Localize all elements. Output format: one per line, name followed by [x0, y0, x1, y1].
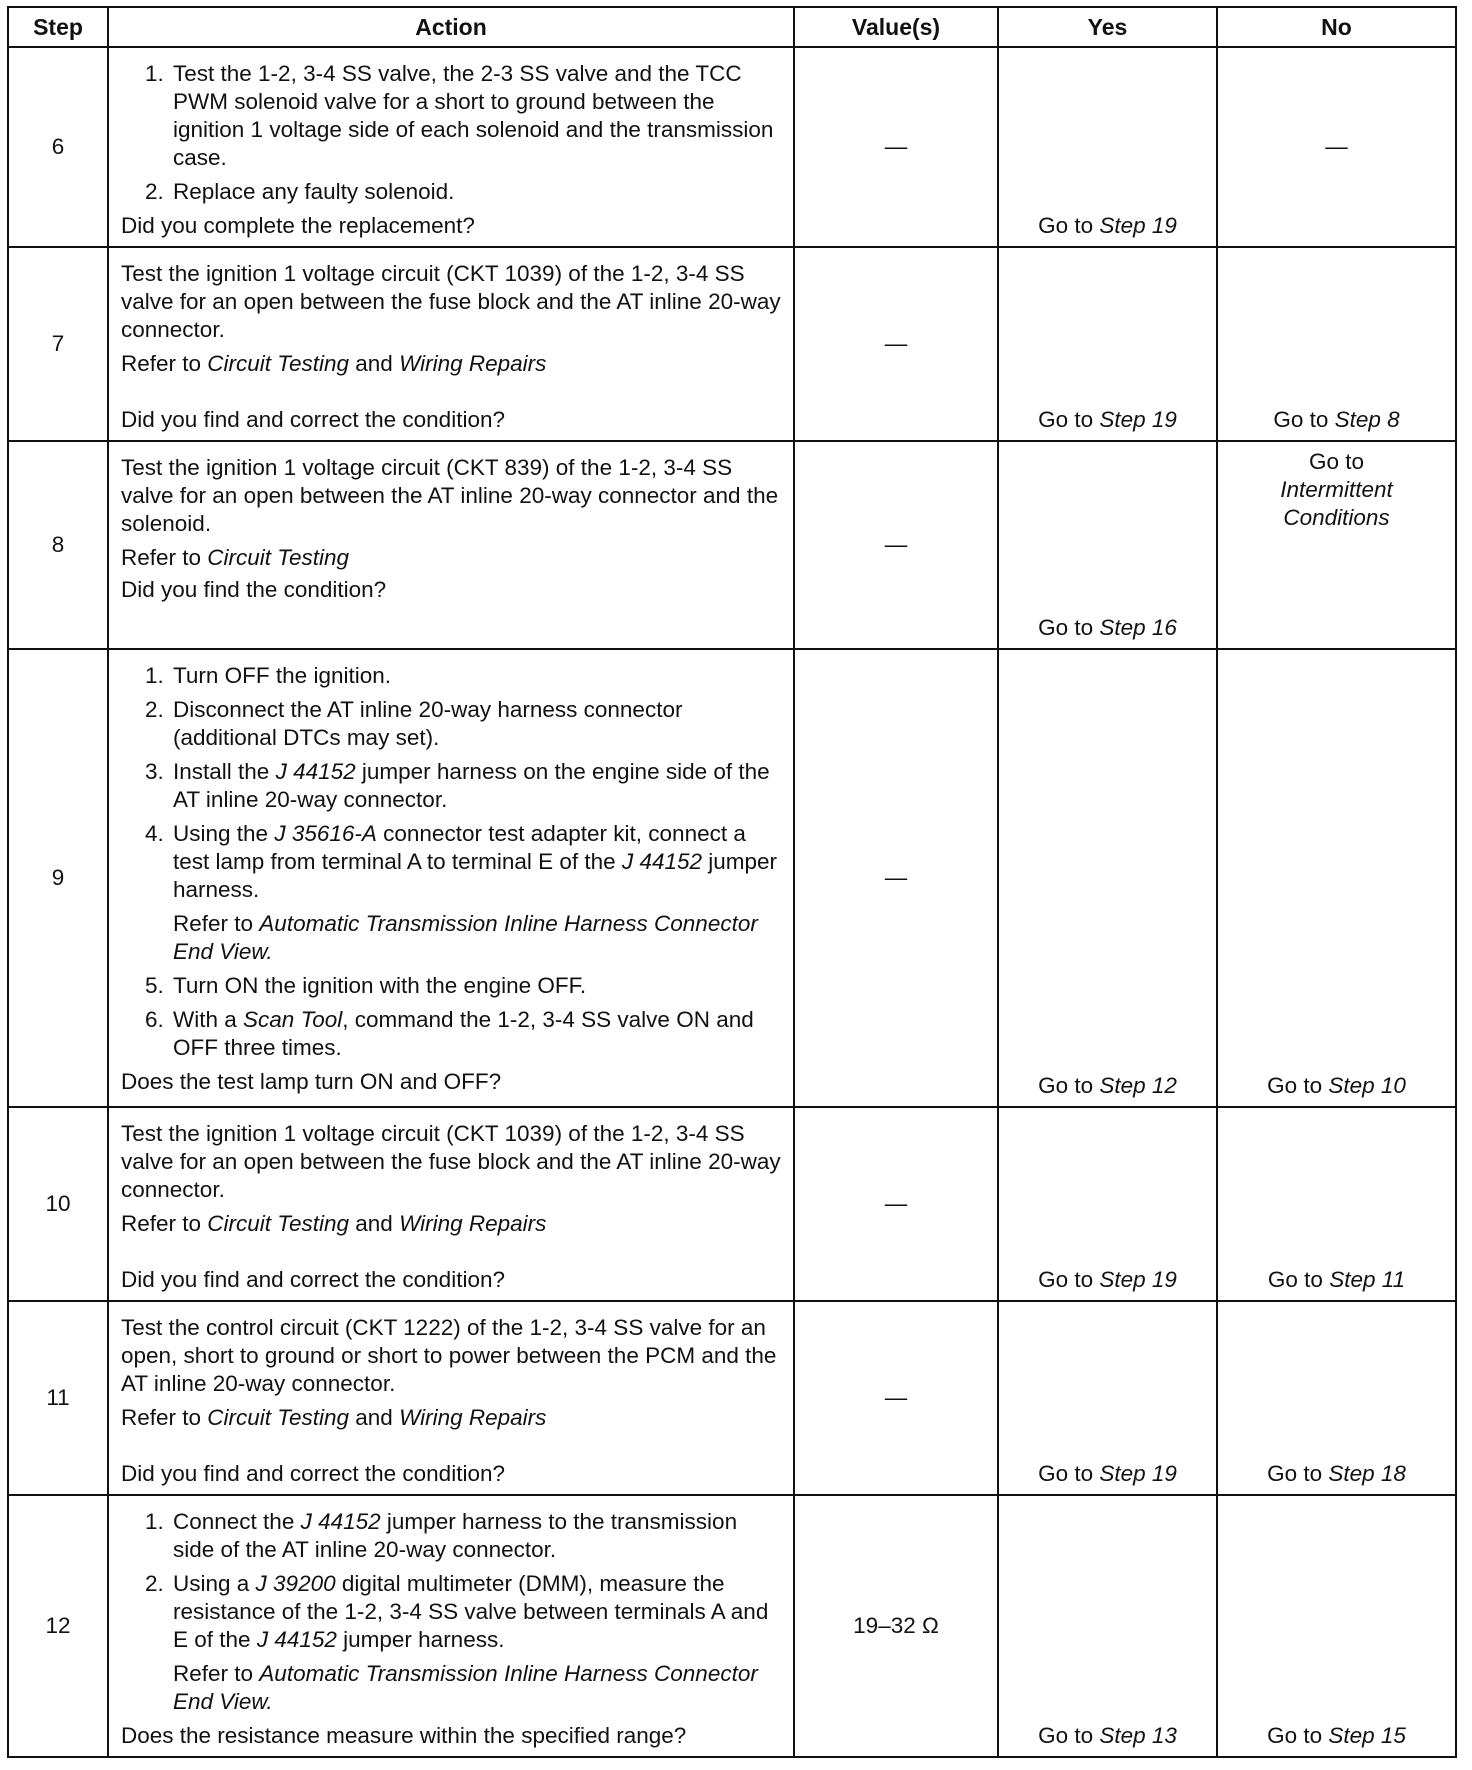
list-item: 4. Using the J 35616-A connector test adapter kit, connect a test lamp from terminal A to terminal E of the J 44152 jumper harness. Refer to Automatic Transmission Inline Harness Connector End View. — [121, 820, 783, 966]
action-list — [121, 1508, 783, 1716]
refer-note: Refer to Automatic Transmission Inline Harness Connector End View. — [173, 911, 758, 964]
step-number: 9 — [8, 649, 108, 1107]
list-item: 2. Using a J 39200 digital multimeter (DMM), measure the resistance of the 1-2, 3-4 SS valve between terminals A and E of the J 44152 jumper harness. Refer to Automatic Transmission Inline Harness Connector End View. — [121, 1570, 783, 1716]
yes-cell: Go to Step 19 — [998, 247, 1217, 441]
value-cell: — — [794, 1107, 998, 1301]
table-row — [8, 247, 1456, 441]
value-cell: — — [794, 47, 998, 247]
table-row — [8, 47, 1456, 247]
value-cell: 19–32 Ω — [794, 1495, 998, 1757]
value-cell: — — [794, 247, 998, 441]
no-cell: Go to Step 18 — [1217, 1301, 1456, 1495]
value-cell: — — [794, 441, 998, 649]
question: Did you find and correct the condition? — [121, 407, 505, 432]
no-cell: Go to Step 8 — [1217, 247, 1456, 441]
yes-cell: Go to Step 19 — [998, 1107, 1217, 1301]
action-cell: Test the ignition 1 voltage circuit (CKT 1039) of the 1-2, 3-4 SS valve for an open between the fuse block and the AT inline 20-way connector. Refer to Circuit Testing and Wiring Repairs Did you find and correct the condition? — [108, 1107, 794, 1301]
list-item: 2. Disconnect the AT inline 20-way harness connector (additional DTCs may set). — [145, 697, 683, 750]
question: Did you complete the replacement? — [121, 213, 475, 238]
table-row — [8, 1301, 1456, 1495]
question: Does the resistance measure within the specified range? — [121, 1723, 687, 1748]
yes-cell: Go to Step 12 — [998, 649, 1217, 1107]
header-action: Action — [108, 7, 794, 47]
value-cell: — — [794, 649, 998, 1107]
table-row — [8, 649, 1456, 1107]
diagnostic-table — [7, 6, 1457, 1758]
header-yes: Yes — [998, 7, 1217, 47]
action-cell — [108, 1495, 794, 1757]
action-cell: Test the ignition 1 voltage circuit (CKT 1039) of the 1-2, 3-4 SS valve for an open between the fuse block and the AT inline 20-way connector. Refer to Circuit Testing and Wiring Repairs Did you find and correct the condition? — [108, 247, 794, 441]
refer-note: Refer to Automatic Transmission Inline Harness Connector End View. — [173, 1661, 758, 1714]
step-number: 11 — [8, 1301, 108, 1495]
refer-note: Refer to Circuit Testing and Wiring Repairs — [121, 1405, 547, 1430]
yes-cell: Go to Step 16 — [998, 441, 1217, 649]
question: Did you find and correct the condition? — [121, 1461, 505, 1486]
action-cell — [108, 649, 794, 1107]
question: Does the test lamp turn ON and OFF? — [121, 1069, 502, 1094]
question: Did you find the condition? — [121, 577, 387, 602]
table-row — [8, 441, 1456, 649]
action-cell: Test the control circuit (CKT 1222) of the 1-2, 3-4 SS valve for an open, short to ground or short to power between the PCM and the AT inline 20-way connector. Refer to Circuit Testing and Wiring Repairs Did you find and correct the condition? — [108, 1301, 794, 1495]
list-item: 2. Replace any faulty solenoid. — [145, 179, 455, 204]
list-item: 3. Install the J 44152 jumper harness on the engine side of the AT inline 20-way connector. — [145, 759, 770, 812]
action-cell — [108, 47, 794, 247]
yes-cell: Go to Step 19 — [998, 47, 1217, 247]
no-cell: — — [1217, 47, 1456, 247]
header-row — [8, 7, 1456, 47]
no-cell: Go to Step 11 — [1217, 1107, 1456, 1301]
question: Did you find and correct the condition? — [121, 1267, 505, 1292]
refer-note: Refer to Circuit Testing and Wiring Repairs — [121, 1211, 547, 1236]
list-item: 5. Turn ON the ignition with the engine OFF. — [145, 973, 587, 998]
table-row — [8, 1495, 1456, 1757]
step-number: 10 — [8, 1107, 108, 1301]
no-cell: Go to Intermittent Conditions — [1217, 441, 1456, 649]
list-item: 1. Turn OFF the ignition. — [145, 663, 392, 688]
list-item: 6. With a Scan Tool, command the 1-2, 3-4 SS valve ON and OFF three times. — [145, 1007, 754, 1060]
step-number: 7 — [8, 247, 108, 441]
step-number: 6 — [8, 47, 108, 247]
table-row — [8, 1107, 1456, 1301]
header-no: No — [1217, 7, 1456, 47]
no-cell: Go to Step 10 — [1217, 649, 1456, 1107]
list-item: 1. Test the 1-2, 3-4 SS valve, the 2-3 SS valve and the TCC PWM solenoid valve for a short to ground between the ignition 1 voltage side of each solenoid and the transmission case. — [145, 61, 774, 170]
step-number: 12 — [8, 1495, 108, 1757]
step-number: 8 — [8, 441, 108, 649]
yes-cell: Go to Step 13 — [998, 1495, 1217, 1757]
refer-note: Refer to Circuit Testing — [121, 545, 350, 570]
action-list — [121, 662, 783, 1062]
yes-cell: Go to Step 19 — [998, 1301, 1217, 1495]
action-list — [121, 60, 783, 206]
no-cell: Go to Step 15 — [1217, 1495, 1456, 1757]
action-cell: Test the ignition 1 voltage circuit (CKT 839) of the 1-2, 3-4 SS valve for an open between the AT inline 20-way connector and the solenoid. Refer to Circuit Testing Did you find the condition? — [108, 441, 794, 649]
header-values: Value(s) — [794, 7, 998, 47]
header-step: Step — [8, 7, 108, 47]
list-item: 1. Connect the J 44152 jumper harness to the transmission side of the AT inline 20-way connector. — [145, 1509, 738, 1562]
value-cell: — — [794, 1301, 998, 1495]
refer-note: Refer to Circuit Testing and Wiring Repairs — [121, 351, 547, 376]
